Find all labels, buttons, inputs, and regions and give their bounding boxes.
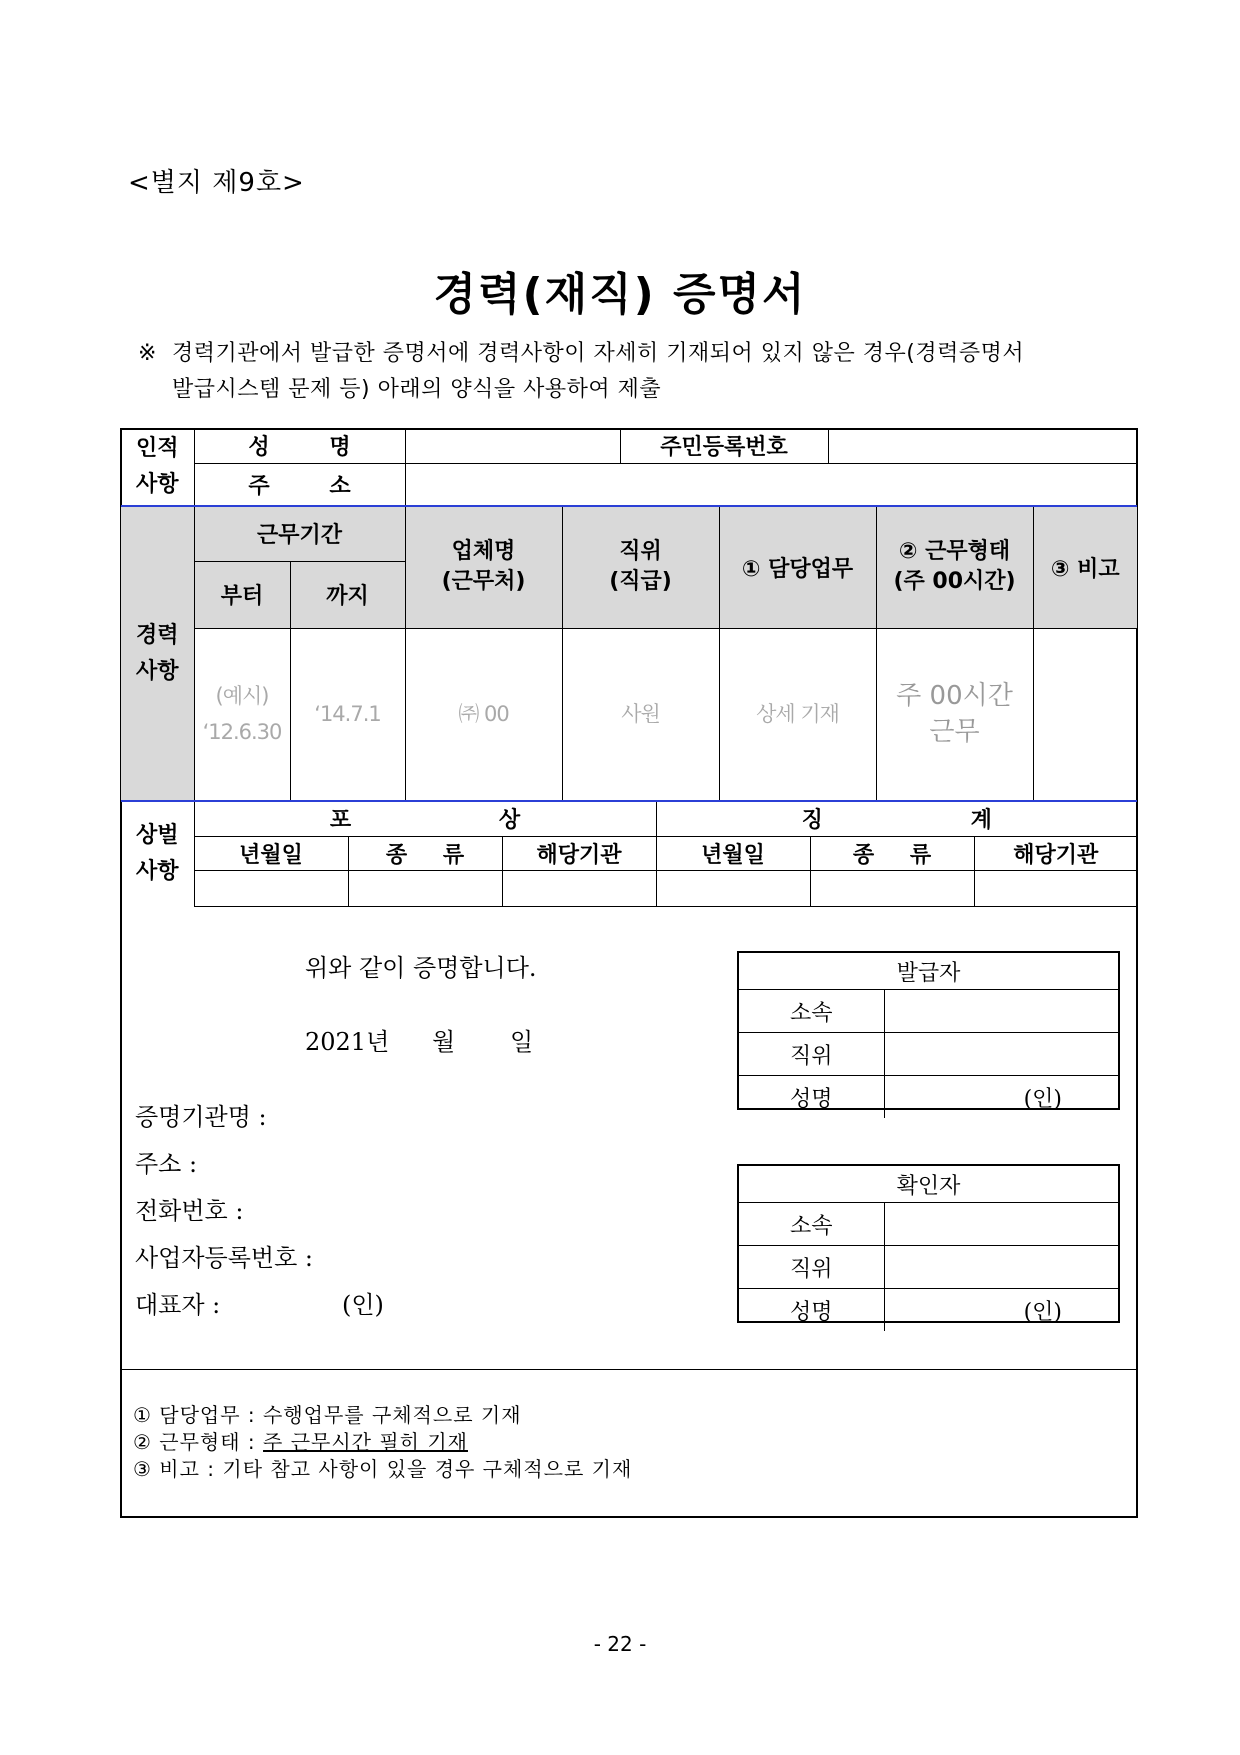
rrn-label: 주민등록번호	[620, 429, 828, 463]
example-duty[interactable]: 상세 기재	[719, 628, 876, 801]
from-header: 부터	[194, 561, 290, 628]
reward-type-header: 종 류	[348, 836, 502, 870]
company-header: 업체명 (근무처)	[405, 506, 562, 628]
issuer-position-field[interactable]	[884, 1033, 1118, 1076]
form-label: <별지 제9호>	[128, 168, 305, 198]
footnote-3: ③ 비고 : 기타 참고 사항이 있을 경우 구체적으로 기재	[133, 1457, 633, 1481]
confirmer-position-field[interactable]	[884, 1246, 1118, 1289]
issuer-seal: (인)	[1023, 1086, 1062, 1112]
issuer-affiliation-label: 소속	[739, 990, 884, 1033]
confirmer-name-field[interactable]	[884, 1289, 1118, 1332]
remark-header: ③ 비고	[1033, 506, 1137, 628]
discipline-date-header: 년월일	[656, 836, 810, 870]
period-header: 근무기간	[194, 506, 405, 561]
example-from[interactable]: (예시) ‘12.6.30	[194, 628, 290, 801]
representative-seal: (인)	[342, 1291, 384, 1319]
certify-year: 2021년	[305, 1028, 390, 1056]
issuer-title: 발급자	[739, 953, 1118, 990]
footnote-1: ① 담당업무 : 수행업무를 구체적으로 기재	[133, 1403, 522, 1427]
reward-header: 포 상	[194, 802, 656, 836]
instruction-note	[138, 336, 1118, 408]
worktype-header: ② 근무형태 (주 00시간)	[876, 506, 1033, 628]
document-title: 경력(재직) 증명서	[433, 269, 807, 320]
issuer-name-label: 성명	[739, 1076, 884, 1119]
footnote-2: ② 근무형태 : 주 근무시간 필히 기재	[133, 1430, 468, 1454]
example-to[interactable]: ‘14.7.1	[290, 628, 405, 801]
address-field[interactable]	[405, 463, 1137, 505]
discipline-agency-header: 해당기관	[974, 836, 1137, 870]
example-position[interactable]: 사원	[562, 628, 719, 801]
confirmer-affiliation-label: 소속	[739, 1203, 884, 1246]
note-mark: ※	[138, 341, 157, 366]
issuer-box	[737, 951, 1120, 1110]
note-line-1: 경력기관에서 발급한 증명서에 경력사항이 자세히 기재되어 있지 않은 경우(경력증명서	[172, 341, 1025, 366]
discipline-header: 징 계	[656, 802, 1137, 836]
confirmer-seal: (인)	[1023, 1299, 1062, 1325]
example-remark[interactable]	[1033, 628, 1137, 801]
awards-table	[121, 802, 1137, 907]
org-name-label: 증명기관명 :	[135, 1103, 267, 1131]
confirmer-affiliation-field[interactable]	[884, 1203, 1118, 1246]
discipline-agency-field[interactable]	[974, 870, 1137, 906]
note-line-2: 발급시스템 문제 등) 아래의 양식을 사용하여 제출	[172, 377, 662, 402]
confirmer-name-label: 성명	[739, 1289, 884, 1332]
confirmer-box	[737, 1164, 1120, 1323]
confirmer-title: 확인자	[739, 1166, 1118, 1203]
awards-section-label: 상벌 사항	[121, 802, 194, 906]
footnotes	[133, 1402, 632, 1483]
to-header: 까지	[290, 561, 405, 628]
org-phone-label: 전화번호 :	[135, 1197, 244, 1225]
example-company[interactable]: ㈜ 00	[405, 628, 562, 801]
footnote-2-emphasis: 주 근무시간 필히 기재	[263, 1430, 468, 1454]
page-number: - 22 -	[593, 1632, 647, 1656]
rrn-field[interactable]	[828, 429, 1137, 463]
reward-type-field[interactable]	[348, 870, 502, 906]
reward-date-field[interactable]	[194, 870, 348, 906]
issuer-position-label: 직위	[739, 1033, 884, 1076]
reward-agency-field[interactable]	[502, 870, 656, 906]
issuer-name-field[interactable]	[884, 1076, 1118, 1119]
reward-agency-header: 해당기관	[502, 836, 656, 870]
certify-month: 월	[432, 1028, 456, 1056]
issuer-affiliation-field[interactable]	[884, 990, 1118, 1033]
representative-label: 대표자 :	[135, 1291, 221, 1319]
reward-date-header: 년월일	[194, 836, 348, 870]
position-header: 직위 (직급)	[562, 506, 719, 628]
name-field[interactable]	[405, 429, 620, 463]
career-table	[121, 505, 1137, 802]
address-label: 주 소	[194, 463, 405, 505]
org-address-label: 주소 :	[135, 1150, 198, 1178]
duty-header: ① 담당업무	[719, 506, 876, 628]
personal-section-label: 인적 사항	[121, 429, 194, 505]
career-section-label: 경력 사항	[121, 506, 194, 801]
discipline-type-field[interactable]	[810, 870, 974, 906]
footnote-divider	[121, 1369, 1137, 1370]
discipline-date-field[interactable]	[656, 870, 810, 906]
discipline-type-header: 종 류	[810, 836, 974, 870]
biz-no-label: 사업자등록번호 :	[135, 1244, 314, 1272]
personal-info-table	[121, 429, 1137, 506]
confirmer-position-label: 직위	[739, 1246, 884, 1289]
example-worktype[interactable]: 주 00시간 근무	[876, 628, 1033, 801]
certify-statement: 위와 같이 증명합니다.	[305, 954, 537, 982]
name-label: 성 명	[194, 429, 405, 463]
certify-day: 일	[510, 1028, 534, 1056]
